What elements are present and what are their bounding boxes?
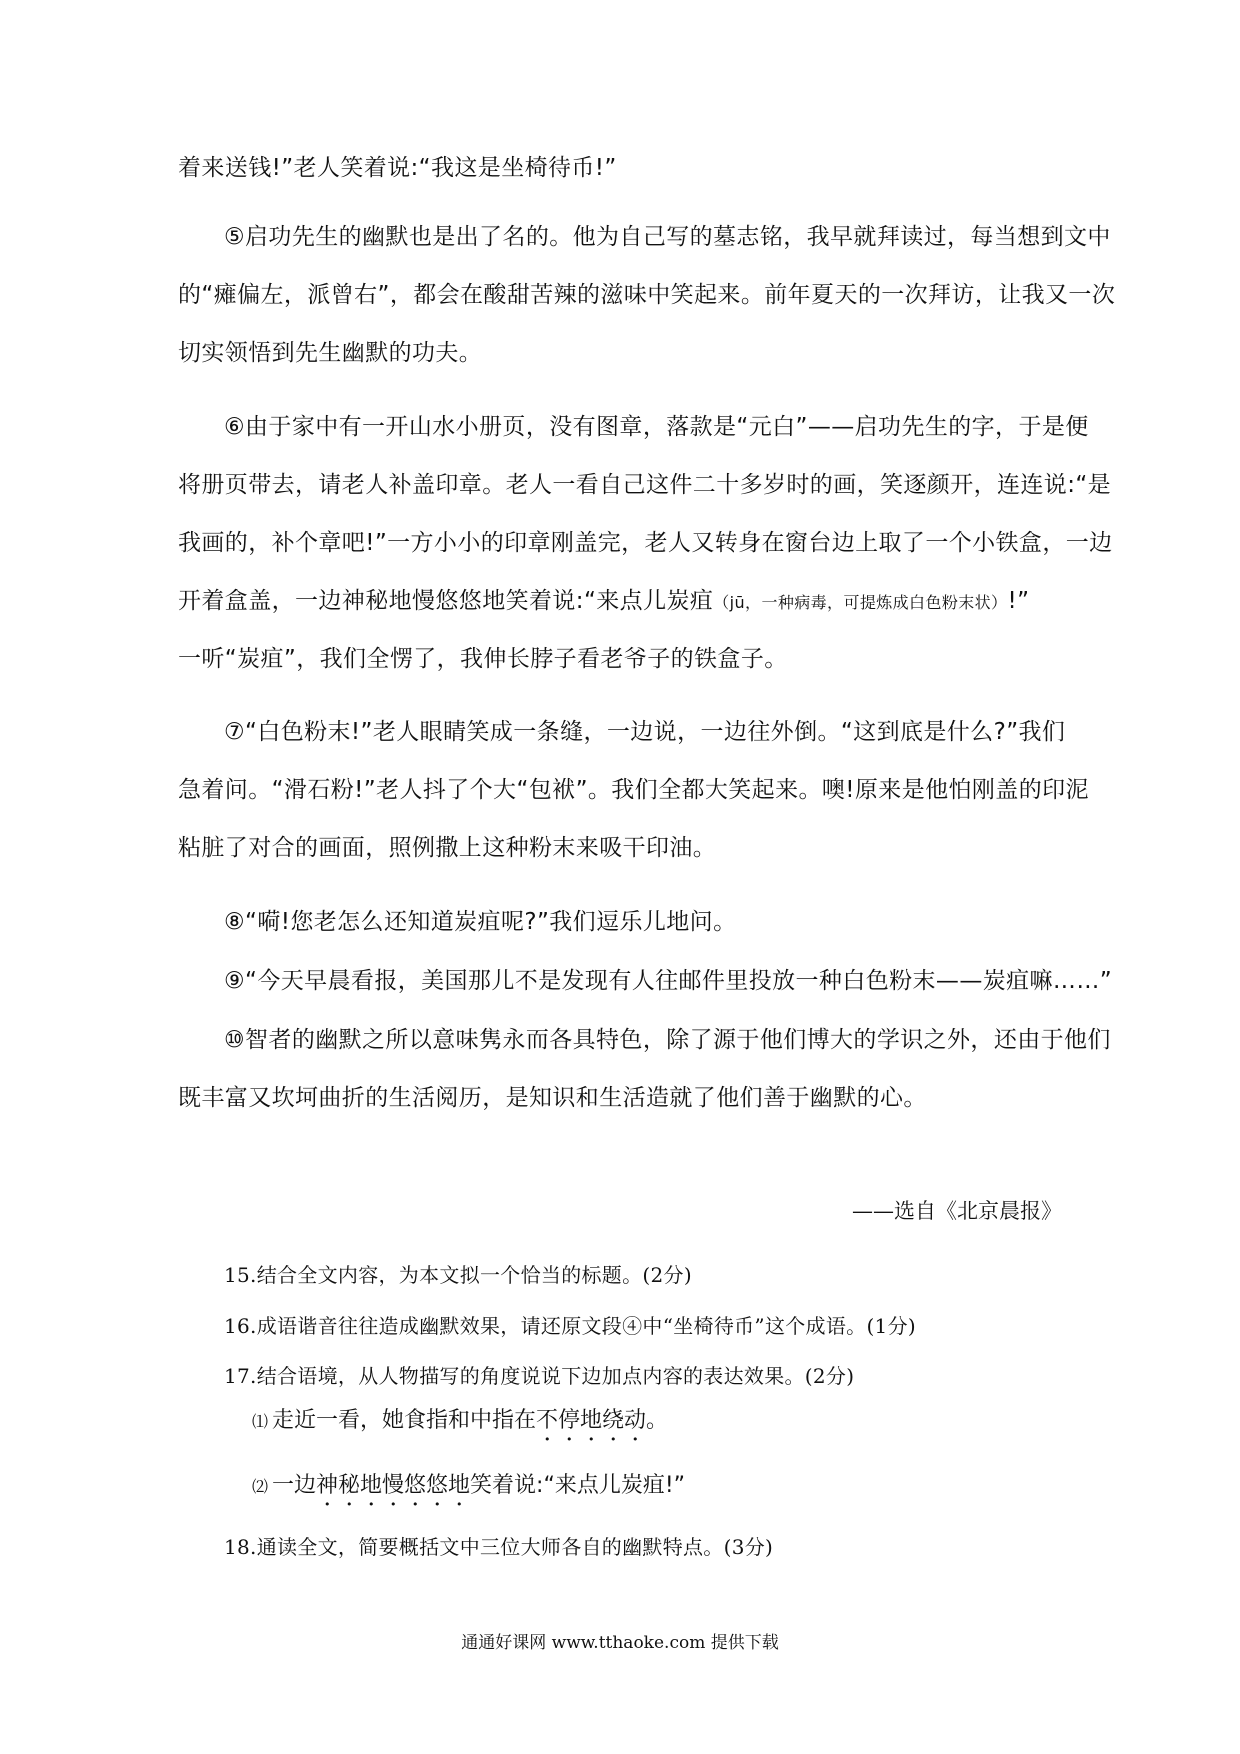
paragraph-6-line-2: 将册页带去，请老人补盖印章。老人一看自己这件二十多岁时的画，笑逐颜开，连连说:“是: [178, 472, 1112, 498]
paragraph-6-line-4-main: 开着盒盖，一边神秘地慢悠悠地笑着说:“来点儿炭疽: [178, 588, 714, 614]
paragraph-7-line-2: 急着问。“滑石粉!”老人抖了个大“包袱”。我们全都大笑起来。噢!原来是他怕刚盖的印泥: [178, 777, 1089, 803]
paragraph-6-line-4-end: !”: [1007, 588, 1030, 614]
paragraph-6-line-1: ⑥由于家中有一开山水小册页，没有图章，落款是“元白”——启功先生的字，于是便: [224, 414, 1089, 440]
question-16: 16.成语谐音往往造成幽默效果，请还原文段④中“坐椅待币”这个成语。(1分): [224, 1314, 916, 1338]
question-17-item-1: [252, 1405, 668, 1446]
paragraph-9: ⑨“今天早晨看报，美国那儿不是发现有人往邮件里投放一种白色粉末——炭疽嘛……”: [224, 968, 1113, 994]
question-17-item-2: [252, 1470, 685, 1511]
paragraph-6-line-4: [178, 585, 1068, 619]
item-text-after: 。: [646, 1408, 669, 1433]
item-text-before: 一边: [272, 1473, 317, 1498]
paragraph-5-line-1: ⑤启功先生的幽默也是出了名的。他为自己写的墓志铭，我早就拜读过，每当想到文中: [224, 224, 1111, 250]
dotted-emphasis-text: 神秘地慢悠悠地: [316, 1473, 471, 1498]
annotation-note: （jū，一种病毒，可提炼成白色粉末状）: [713, 593, 1008, 612]
source-attribution: ——选自《北京晨报》: [852, 1199, 1062, 1223]
question-15: 15.结合全文内容，为本文拟一个恰当的标题。(2分): [224, 1263, 692, 1287]
paragraph-5-line-3: 切实领悟到先生幽默的功夫。: [178, 340, 483, 366]
paragraph-7-line-3: 粘脏了对合的画面，照例撒上这种粉末来吸干印油。: [178, 835, 717, 861]
item-number: ⑴: [252, 1412, 269, 1431]
question-18: 18.通读全文，简要概括文中三位大师各自的幽默特点。(3分): [224, 1535, 774, 1559]
paragraph-4-tail: 着来送钱!”老人笑着说:“我这是坐椅待币!”: [178, 155, 617, 181]
dotted-emphasis-text: 不停地绕动: [536, 1408, 647, 1433]
paragraph-10-line-2: 既丰富又坎坷曲折的生活阅历，是知识和生活造就了他们善于幽默的心。: [178, 1085, 927, 1111]
question-17: 17.结合语境，从人物描写的角度说说下边加点内容的表达效果。(2分): [224, 1364, 855, 1388]
paragraph-10-line-1: ⑩智者的幽默之所以意味隽永而各具特色，除了源于他们博大的学识之外，还由于他们: [224, 1027, 1111, 1053]
paragraph-5-line-2: 的“瘫偏左，派曾右”，都会在酸甜苦辣的滋味中笑起来。前年夏天的一次拜访，让我又一次: [178, 282, 1116, 308]
page-footer: 通通好课网 www.tthaoke.com 提供下载: [461, 1633, 779, 1653]
item-text-before: 走近一看，她食指和中指在: [272, 1408, 537, 1433]
item-number: ⑵: [252, 1477, 269, 1496]
paragraph-7-line-1: ⑦“白色粉末!”老人眼睛笑成一条缝，一边说，一边往外倒。“这到底是什么?”我们: [224, 719, 1066, 745]
paragraph-8: ⑧“嗬!您老怎么还知道炭疽呢?”我们逗乐儿地问。: [224, 909, 737, 935]
paragraph-6-line-5: 一听“炭疽”，我们全愣了，我伸长脖子看老爷子的铁盒子。: [178, 646, 788, 672]
paragraph-6-line-3: 我画的，补个章吧!”一方小小的印章刚盖完，老人又转身在窗台边上取了一个小铁盒，一边: [178, 530, 1113, 556]
item-text-after: 笑着说:“来点儿炭疽!”: [470, 1473, 686, 1498]
